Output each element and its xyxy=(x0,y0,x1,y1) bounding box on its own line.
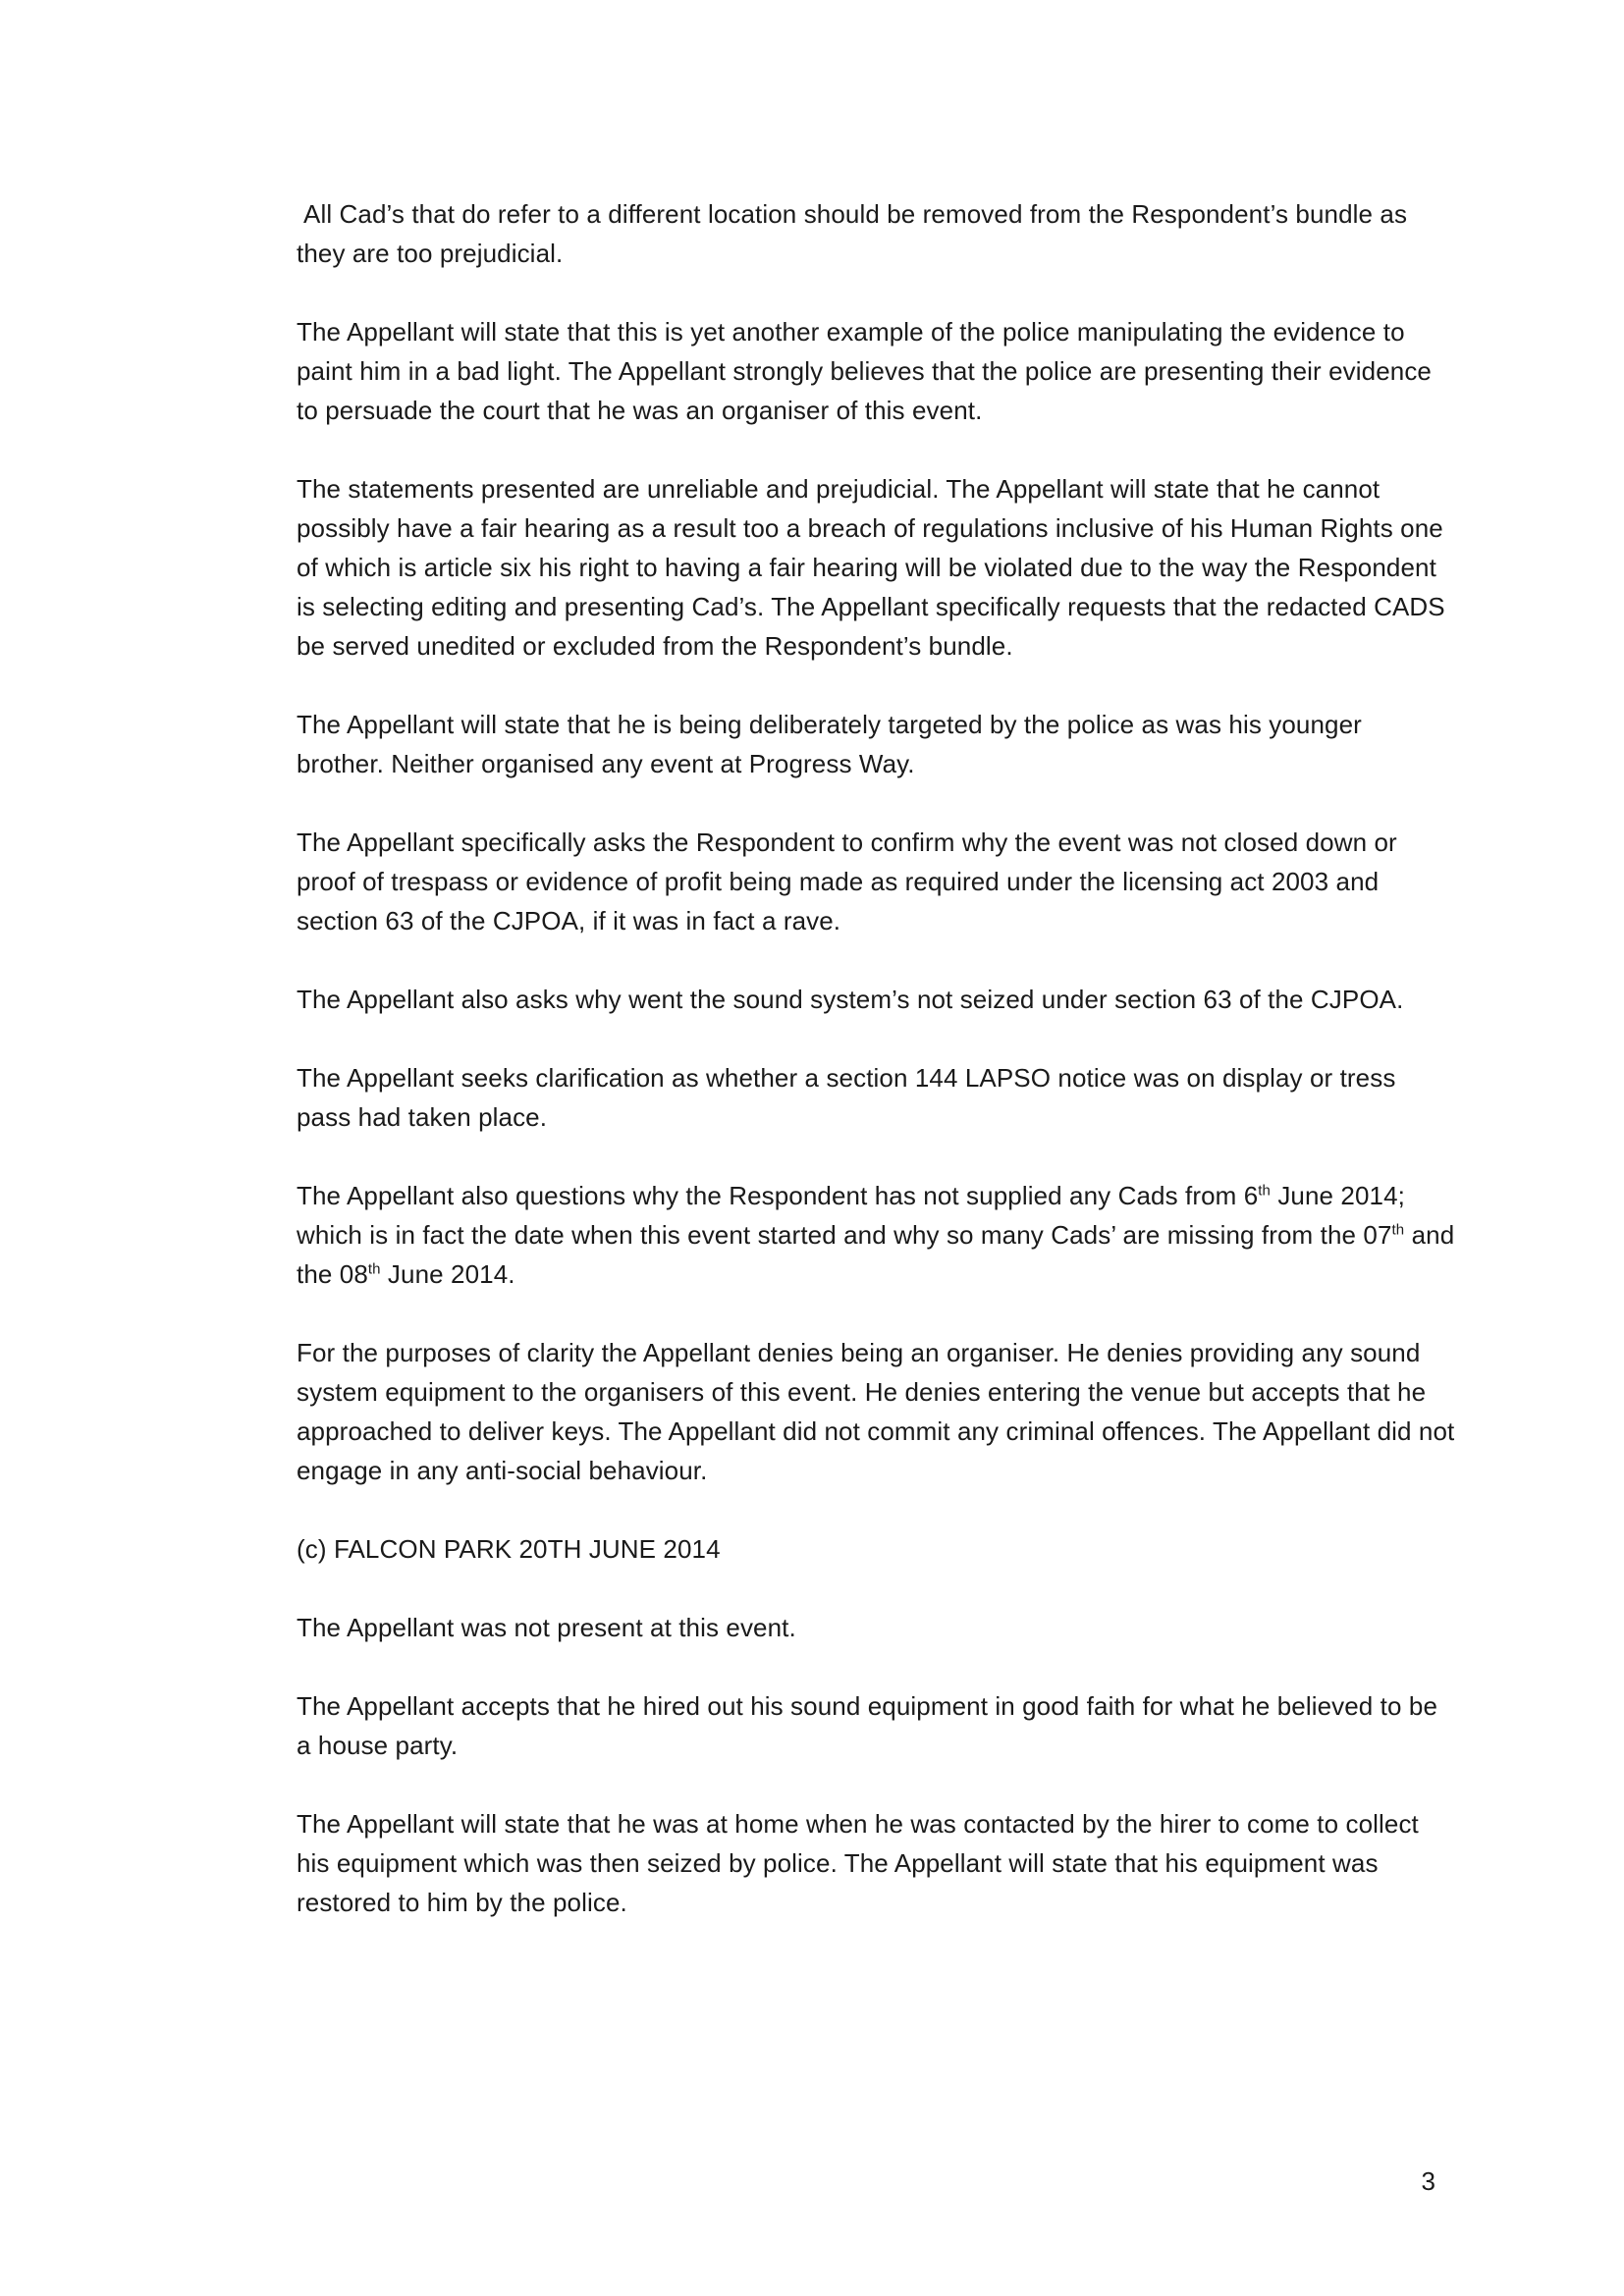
missing-cads-text-4: June 2014. xyxy=(380,1259,515,1289)
missing-cads-text-2: June 2014; which is in fact the date when this event started and why so many Cads’ are missing from the 07 xyxy=(297,1181,1405,1250)
paragraph-event-not-closed: The Appellant specifically asks the Respondent to confirm why the event was not closed down or proof of trespass or evidence of profit being made as required under the licensing act 2003 and section 63 of the CJPOA, if it was in fact a rave. xyxy=(297,828,1397,935)
ordinal-suffix: th xyxy=(1258,1182,1271,1200)
paragraph-not-present: The Appellant was not present at this event. xyxy=(297,1613,796,1642)
paragraph-cads-location: All Cad’s that do refer to a different location should be removed from the Respondent’s bundle as they are too prejudicial. xyxy=(297,199,1408,268)
paragraph-denies-organiser: For the purposes of clarity the Appellant denies being an organiser. He denies providing any sound system equipment to the organisers of this event. He denies entering the venue but accepts that he approached to deliver keys. The Appellant did not commit any criminal offences. The Appellant did not engage in any anti-social behaviour. xyxy=(297,1338,1455,1485)
paragraph-statements-unreliable: The statements presented are unreliable and prejudicial. The Appellant will state that he cannot possibly have a fair hearing as a result too a breach of regulations inclusive of his Human Rights one of which is article six his right to having a fair hearing will be violated due to the way the Respondent is selecting editing and presenting Cad’s. The Appellant specifically requests that the redacted CADS be served unedited or excluded from the Respondent’s bundle. xyxy=(297,474,1445,661)
section-heading-falcon-park: (c) FALCON PARK 20TH JUNE 2014 xyxy=(297,1534,721,1564)
missing-cads-text-1: The Appellant also questions why the Respondent has not supplied any Cads from 6 xyxy=(297,1181,1259,1210)
ordinal-suffix: th xyxy=(367,1260,381,1278)
paragraph-missing-cads xyxy=(297,1176,1455,1294)
missing-cads-text-3: and the 08 xyxy=(297,1220,1455,1289)
paragraph-lapso-notice: The Appellant seeks clarification as whether a section 144 LAPSO notice was on display or tress pass had taken place. xyxy=(297,1063,1396,1132)
ordinal-suffix: th xyxy=(1391,1221,1405,1239)
page-number: 3 xyxy=(1421,2166,1435,2196)
paragraph-deliberately-targeted: The Appellant will state that he is being deliberately targeted by the police as was his younger brother. Neither organised any event at Progress Way. xyxy=(297,710,1362,778)
paragraph-equipment-restored: The Appellant will state that he was at home when he was contacted by the hirer to come to collect his equipment which was then seized by police. The Appellant will state that his equipment was restored to him by the police. xyxy=(297,1809,1419,1917)
paragraph-hired-equipment: The Appellant accepts that he hired out his sound equipment in good faith for what he believed to be a house party. xyxy=(297,1691,1438,1760)
paragraph-police-manipulation: The Appellant will state that this is yet another example of the police manipulating the evidence to paint him in a bad light. The Appellant strongly believes that the police are presenting their evidence to persuade the court that he was an organiser of this event. xyxy=(297,317,1432,425)
paragraph-sound-system-not-seized: The Appellant also asks why went the sound system’s not seized under section 63 of the CJPOA. xyxy=(297,985,1404,1014)
document-body xyxy=(297,194,1455,1922)
